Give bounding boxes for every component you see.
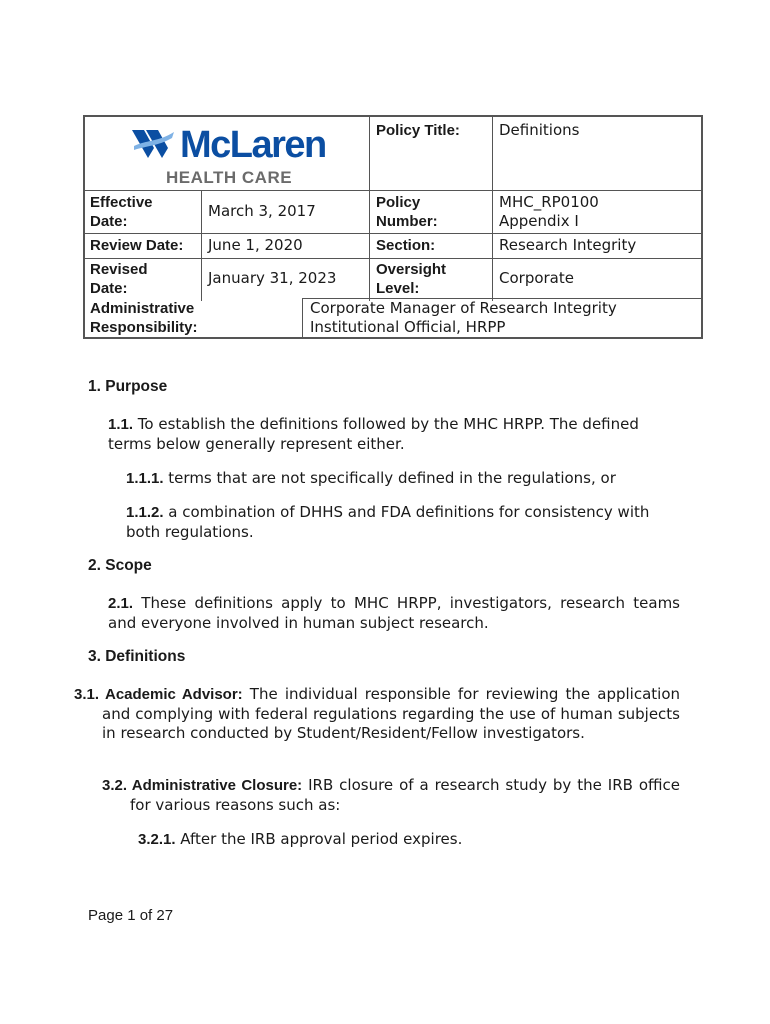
logo-wordmark: McLaren bbox=[180, 124, 326, 166]
definition-academic-advisor: 3.1. Academic Advisor: The individual responsible for reviewing the application and complying with federal regulations regarding the use of human subjects in research conducted by Student/Resident/Fellow investigators. bbox=[74, 685, 681, 742]
logo-subtitle: HEALTH CARE bbox=[166, 168, 293, 187]
section-heading-purpose: 1. Purpose bbox=[88, 378, 168, 395]
paragraph-1-1: 1.1. To establish the definitions followed by the MHC HRPP. The defined terms below generally represent either. bbox=[108, 415, 639, 453]
paragraph-3-2-1: 3.2.1. After the IRB approval period expires. bbox=[138, 830, 463, 848]
review-date-value: June 1, 2020 bbox=[208, 236, 303, 254]
mclaren-swoosh-icon bbox=[128, 124, 178, 164]
review-date-label: Review Date: bbox=[90, 237, 184, 254]
revised-date-value: January 31, 2023 bbox=[208, 269, 337, 287]
effective-date-value: March 3, 2017 bbox=[208, 202, 316, 220]
paragraph-2-1: 2.1. These definitions apply to MHC HRPP, investigators, research teams and everyone involved in human subject research. bbox=[108, 594, 680, 632]
table-divider bbox=[492, 115, 493, 301]
admin-responsibility-value: Corporate Manager of Research Integrity Institutional Official, HRPP bbox=[310, 299, 617, 336]
oversight-value: Corporate bbox=[499, 269, 574, 287]
policy-number-value: MHC_RP0100 Appendix I bbox=[499, 193, 599, 230]
section-label: Section: bbox=[376, 237, 436, 254]
section-heading-scope: 2. Scope bbox=[88, 557, 152, 574]
table-divider bbox=[83, 258, 703, 259]
oversight-label: Oversight Level: bbox=[376, 261, 447, 297]
policy-title-value: Definitions bbox=[499, 121, 580, 139]
policy-number-label: Policy Number: bbox=[376, 194, 438, 230]
table-divider bbox=[201, 191, 202, 301]
table-divider bbox=[369, 115, 370, 301]
effective-date-label: Effective Date: bbox=[90, 194, 153, 230]
section-value: Research Integrity bbox=[499, 236, 637, 254]
table-divider bbox=[83, 233, 703, 234]
paragraph-1-1-1: 1.1.1. terms that are not specifically defined in the regulations, or bbox=[126, 469, 616, 487]
section-heading-definitions: 3. Definitions bbox=[88, 648, 186, 665]
table-divider bbox=[302, 298, 303, 339]
admin-responsibility-label: Administrative Responsibility: bbox=[90, 300, 198, 336]
page-number: Page 1 of 27 bbox=[88, 907, 174, 924]
policy-title-label: Policy Title: bbox=[376, 122, 460, 139]
paragraph-1-1-2: 1.1.2. a combination of DHHS and FDA definitions for consistency with both regulations. bbox=[126, 503, 650, 541]
revised-date-label: Revised Date: bbox=[90, 261, 148, 297]
definition-administrative-closure: 3.2. Administrative Closure: IRB closure of a research study by the IRB office for various reasons such as: bbox=[102, 776, 680, 814]
